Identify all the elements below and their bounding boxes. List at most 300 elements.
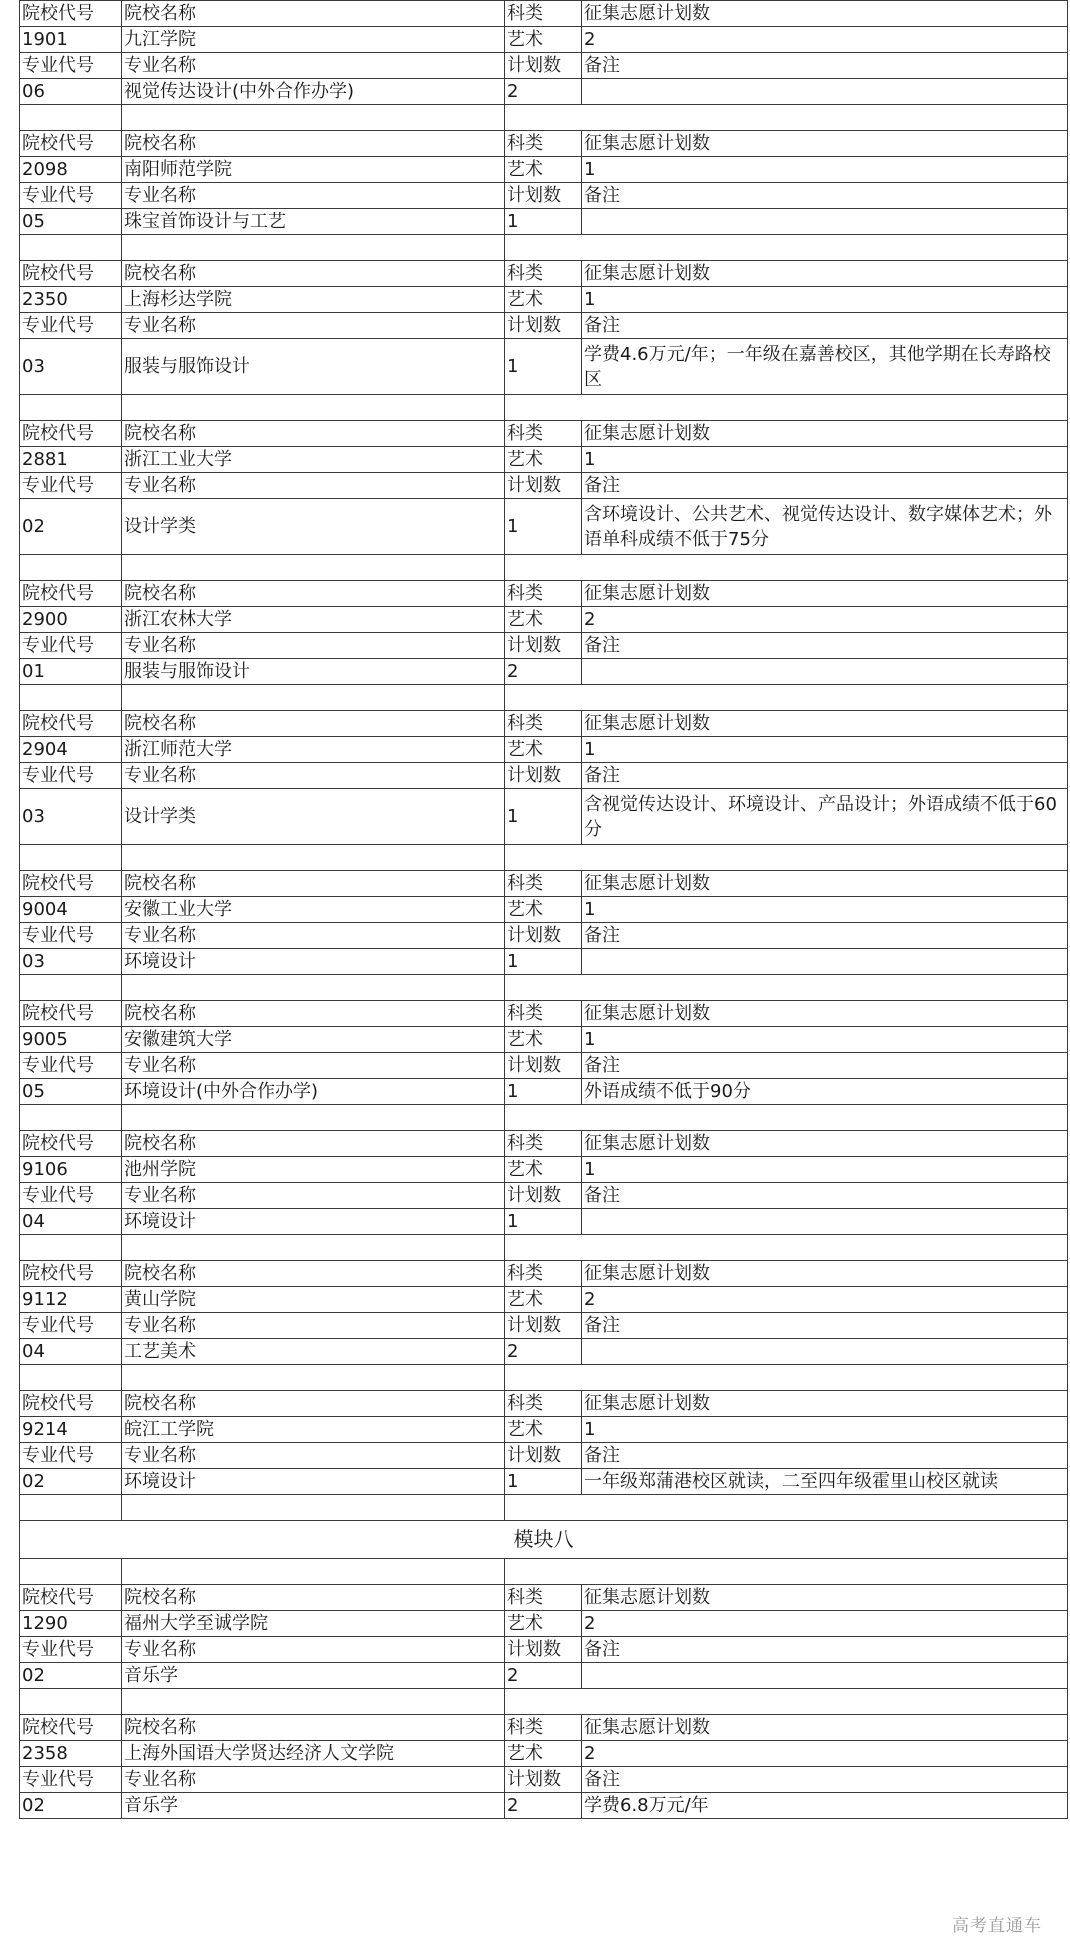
major-code: 05 [20,209,122,235]
school-header-row [20,871,1068,897]
spacer-row [20,845,1068,871]
spacer-cell [505,975,1068,1001]
note-header: 备注 [582,1767,1068,1793]
category-header: 科类 [505,711,582,737]
plan-total-header: 征集志愿计划数 [582,131,1068,157]
school-row [20,1157,1068,1183]
school-name-header: 院校名称 [122,711,505,737]
school-name-header: 院校名称 [122,581,505,607]
plan: 2 [505,659,582,685]
plan-total: 2 [582,1741,1068,1767]
category: 艺术 [505,1611,582,1637]
note-header: 备注 [582,53,1068,79]
plan-total-header: 征集志愿计划数 [582,581,1068,607]
major-code-header: 专业代号 [20,923,122,949]
major-name: 服装与服饰设计 [122,339,505,395]
major-name-header: 专业名称 [122,473,505,499]
major-code: 02 [20,499,122,555]
plan: 2 [505,1663,582,1689]
plan: 1 [505,1469,582,1495]
category: 艺术 [505,1741,582,1767]
spacer-cell [122,1235,505,1261]
school-name: 黄山学院 [122,1287,505,1313]
category-header: 科类 [505,1391,582,1417]
note-header: 备注 [582,1183,1068,1209]
plan-total-header: 征集志愿计划数 [582,711,1068,737]
school-row [20,447,1068,473]
spacer-cell [505,1559,1068,1585]
spacer-row [20,1689,1068,1715]
spacer-cell [20,845,122,871]
admission-plan-table [19,0,1068,1819]
note [582,1339,1068,1365]
school-header-row [20,131,1068,157]
spacer-cell [122,1365,505,1391]
major-name: 环境设计 [122,1469,505,1495]
school-code-header: 院校代号 [20,711,122,737]
plan-header: 计划数 [505,1183,582,1209]
school-name: 安徽建筑大学 [122,1027,505,1053]
school-code-header: 院校代号 [20,1585,122,1611]
major-name-header: 专业名称 [122,763,505,789]
note: 外语成绩不低于90分 [582,1079,1068,1105]
major-code: 05 [20,1079,122,1105]
major-name: 环境设计 [122,949,505,975]
school-code-header: 院校代号 [20,1,122,27]
spacer-cell [20,1689,122,1715]
spacer-cell [122,1495,505,1521]
spacer-row [20,1559,1068,1585]
school-row [20,737,1068,763]
school-row [20,157,1068,183]
category-header: 科类 [505,581,582,607]
note [582,79,1068,105]
category-header: 科类 [505,1585,582,1611]
major-row [20,1793,1068,1819]
plan: 1 [505,499,582,555]
major-header-row [20,1053,1068,1079]
major-code-header: 专业代号 [20,1767,122,1793]
major-header-row [20,473,1068,499]
major-name-header: 专业名称 [122,1637,505,1663]
spacer-row [20,1365,1068,1391]
major-name: 音乐学 [122,1663,505,1689]
major-code-header: 专业代号 [20,53,122,79]
spacer-cell [505,555,1068,581]
category-header: 科类 [505,1001,582,1027]
major-name: 环境设计(中外合作办学) [122,1079,505,1105]
school-code-header: 院校代号 [20,1391,122,1417]
school-code: 9112 [20,1287,122,1313]
school-name-header: 院校名称 [122,1,505,27]
category-header: 科类 [505,421,582,447]
plan-total: 2 [582,1611,1068,1637]
note [582,949,1068,975]
plan-header: 计划数 [505,313,582,339]
school-name: 上海杉达学院 [122,287,505,313]
spacer-row [20,1235,1068,1261]
school-header-row [20,1001,1068,1027]
spacer-row [20,105,1068,131]
spacer-cell [505,845,1068,871]
major-code: 03 [20,789,122,845]
school-code: 2900 [20,607,122,633]
major-row [20,339,1068,395]
spacer-cell [20,235,122,261]
note-header: 备注 [582,1443,1068,1469]
major-code-header: 专业代号 [20,313,122,339]
major-header-row [20,763,1068,789]
major-row [20,1079,1068,1105]
spacer-cell [20,555,122,581]
school-row [20,1027,1068,1053]
school-code: 2098 [20,157,122,183]
plan-header: 计划数 [505,763,582,789]
school-name: 上海外国语大学贤达经济人文学院 [122,1741,505,1767]
school-header-row [20,711,1068,737]
plan-total-header: 征集志愿计划数 [582,261,1068,287]
major-name-header: 专业名称 [122,183,505,209]
school-code: 1290 [20,1611,122,1637]
spacer-cell [505,395,1068,421]
plan-total: 1 [582,737,1068,763]
note-header: 备注 [582,1053,1068,1079]
school-row [20,27,1068,53]
note-header: 备注 [582,763,1068,789]
spacer-cell [20,1105,122,1131]
note [582,1663,1068,1689]
school-header-row [20,261,1068,287]
spacer-cell [505,1105,1068,1131]
school-name: 南阳师范学院 [122,157,505,183]
note: 含视觉传达设计、环境设计、产品设计；外语成绩不低于60分 [582,789,1068,845]
major-row [20,949,1068,975]
note-header: 备注 [582,183,1068,209]
plan-header: 计划数 [505,1767,582,1793]
school-code: 9214 [20,1417,122,1443]
note: 学费6.8万元/年 [582,1793,1068,1819]
major-code-header: 专业代号 [20,1183,122,1209]
school-name-header: 院校名称 [122,1131,505,1157]
plan: 1 [505,209,582,235]
note-header: 备注 [582,633,1068,659]
major-name: 视觉传达设计(中外合作办学) [122,79,505,105]
school-row [20,897,1068,923]
plan: 1 [505,789,582,845]
school-header-row [20,1,1068,27]
spacer-cell [505,1235,1068,1261]
school-name: 皖江工学院 [122,1417,505,1443]
major-code: 03 [20,339,122,395]
spacer-cell [122,105,505,131]
school-code-header: 院校代号 [20,871,122,897]
spacer-cell [20,105,122,131]
spacer-row [20,555,1068,581]
school-code-header: 院校代号 [20,1001,122,1027]
school-name-header: 院校名称 [122,1585,505,1611]
school-code-header: 院校代号 [20,1131,122,1157]
plan-total: 2 [582,27,1068,53]
major-code-header: 专业代号 [20,633,122,659]
plan-total: 1 [582,447,1068,473]
school-code-header: 院校代号 [20,261,122,287]
school-code-header: 院校代号 [20,1715,122,1741]
note: 学费4.6万元/年；一年级在嘉善校区，其他学期在长寿路校区 [582,339,1068,395]
school-header-row [20,1261,1068,1287]
school-header-row [20,1391,1068,1417]
plan-total-header: 征集志愿计划数 [582,1,1068,27]
category: 艺术 [505,737,582,763]
category-header: 科类 [505,1715,582,1741]
major-name-header: 专业名称 [122,1767,505,1793]
spacer-cell [122,1559,505,1585]
school-code-header: 院校代号 [20,1261,122,1287]
school-name: 浙江农林大学 [122,607,505,633]
major-name: 设计学类 [122,789,505,845]
plan-header: 计划数 [505,53,582,79]
major-row [20,79,1068,105]
plan-header: 计划数 [505,473,582,499]
plan-total-header: 征集志愿计划数 [582,871,1068,897]
major-header-row [20,1443,1068,1469]
major-name-header: 专业名称 [122,1443,505,1469]
category: 艺术 [505,607,582,633]
note-header: 备注 [582,313,1068,339]
spacer-cell [122,975,505,1001]
spacer-row [20,685,1068,711]
spacer-row [20,1105,1068,1131]
school-name-header: 院校名称 [122,1715,505,1741]
major-header-row [20,1767,1068,1793]
major-row [20,1339,1068,1365]
note: 一年级郑蒲港校区就读，二至四年级霍里山校区就读 [582,1469,1068,1495]
spacer-cell [20,1365,122,1391]
note: 含环境设计、公共艺术、视觉传达设计、数字媒体艺术；外语单科成绩不低于75分 [582,499,1068,555]
note-header: 备注 [582,473,1068,499]
major-name: 珠宝首饰设计与工艺 [122,209,505,235]
note-header: 备注 [582,1313,1068,1339]
school-code-header: 院校代号 [20,581,122,607]
category-header: 科类 [505,1,582,27]
category-header: 科类 [505,131,582,157]
major-name-header: 专业名称 [122,1183,505,1209]
spacer-cell [122,845,505,871]
school-code-header: 院校代号 [20,421,122,447]
plan-header: 计划数 [505,1053,582,1079]
spacer-cell [505,1689,1068,1715]
major-row [20,1663,1068,1689]
major-code: 02 [20,1793,122,1819]
spacer-cell [122,685,505,711]
plan-total-header: 征集志愿计划数 [582,1391,1068,1417]
school-name: 九江学院 [122,27,505,53]
school-code: 2358 [20,1741,122,1767]
spacer-cell [20,685,122,711]
plan: 1 [505,1209,582,1235]
plan-header: 计划数 [505,923,582,949]
plan-total: 1 [582,1027,1068,1053]
spacer-cell [122,555,505,581]
major-code-header: 专业代号 [20,1637,122,1663]
spacer-row [20,1495,1068,1521]
major-name: 环境设计 [122,1209,505,1235]
note [582,1209,1068,1235]
plan-header: 计划数 [505,633,582,659]
category-header: 科类 [505,871,582,897]
major-code: 06 [20,79,122,105]
major-name-header: 专业名称 [122,313,505,339]
school-name: 浙江师范大学 [122,737,505,763]
school-name-header: 院校名称 [122,1261,505,1287]
plan-total-header: 征集志愿计划数 [582,1261,1068,1287]
category: 艺术 [505,157,582,183]
school-code-header: 院校代号 [20,131,122,157]
school-code: 9005 [20,1027,122,1053]
major-code: 02 [20,1469,122,1495]
plan-total: 1 [582,897,1068,923]
major-header-row [20,1313,1068,1339]
major-header-row [20,1637,1068,1663]
major-name-header: 专业名称 [122,53,505,79]
major-header-row [20,1183,1068,1209]
spacer-cell [20,395,122,421]
major-row [20,1209,1068,1235]
spacer-cell [505,1365,1068,1391]
major-row [20,209,1068,235]
school-row [20,1287,1068,1313]
major-name: 音乐学 [122,1793,505,1819]
spacer-cell [20,1559,122,1585]
school-code: 9106 [20,1157,122,1183]
spacer-row [20,975,1068,1001]
major-row [20,1469,1068,1495]
school-header-row [20,421,1068,447]
plan: 1 [505,1079,582,1105]
major-header-row [20,313,1068,339]
spacer-cell [505,105,1068,131]
plan: 2 [505,79,582,105]
plan-header: 计划数 [505,1637,582,1663]
major-code-header: 专业代号 [20,473,122,499]
school-name-header: 院校名称 [122,1391,505,1417]
school-row [20,607,1068,633]
school-name-header: 院校名称 [122,131,505,157]
category: 艺术 [505,447,582,473]
plan-header: 计划数 [505,183,582,209]
major-code: 02 [20,1663,122,1689]
major-code: 04 [20,1209,122,1235]
school-header-row [20,581,1068,607]
plan-total: 1 [582,157,1068,183]
school-name: 福州大学至诚学院 [122,1611,505,1637]
major-header-row [20,53,1068,79]
plan-total: 1 [582,287,1068,313]
school-name-header: 院校名称 [122,1001,505,1027]
category: 艺术 [505,27,582,53]
major-code: 01 [20,659,122,685]
major-code: 03 [20,949,122,975]
major-code-header: 专业代号 [20,763,122,789]
plan-total-header: 征集志愿计划数 [582,1715,1068,1741]
major-header-row [20,183,1068,209]
school-code: 2350 [20,287,122,313]
plan-header: 计划数 [505,1443,582,1469]
major-header-row [20,633,1068,659]
major-name-header: 专业名称 [122,1313,505,1339]
table-body [20,1,1068,1819]
plan-total-header: 征集志愿计划数 [582,421,1068,447]
category: 艺术 [505,1157,582,1183]
category: 艺术 [505,1287,582,1313]
major-name-header: 专业名称 [122,923,505,949]
school-name-header: 院校名称 [122,871,505,897]
plan-total-header: 征集志愿计划数 [582,1131,1068,1157]
school-header-row [20,1585,1068,1611]
section-row [20,1521,1068,1559]
spacer-cell [20,975,122,1001]
major-code-header: 专业代号 [20,1443,122,1469]
school-name: 浙江工业大学 [122,447,505,473]
major-row [20,499,1068,555]
category: 艺术 [505,1417,582,1443]
spacer-row [20,235,1068,261]
plan-total: 1 [582,1157,1068,1183]
school-name-header: 院校名称 [122,261,505,287]
school-code: 9004 [20,897,122,923]
spacer-cell [122,235,505,261]
spacer-cell [505,1495,1068,1521]
plan: 1 [505,339,582,395]
plan: 1 [505,949,582,975]
note [582,659,1068,685]
note [582,209,1068,235]
plan-total: 2 [582,1287,1068,1313]
school-code: 1901 [20,27,122,53]
category: 艺术 [505,1027,582,1053]
school-code: 2904 [20,737,122,763]
watermark-text: 高考直通车 [952,1916,1042,1936]
note-header: 备注 [582,1637,1068,1663]
school-row [20,287,1068,313]
category-header: 科类 [505,1261,582,1287]
note-header: 备注 [582,923,1068,949]
category-header: 科类 [505,1131,582,1157]
school-row [20,1611,1068,1637]
school-code: 2881 [20,447,122,473]
spacer-cell [122,1689,505,1715]
plan-total: 2 [582,607,1068,633]
major-name-header: 专业名称 [122,633,505,659]
major-header-row [20,923,1068,949]
school-name: 安徽工业大学 [122,897,505,923]
school-header-row [20,1715,1068,1741]
spacer-cell [505,235,1068,261]
school-name: 池州学院 [122,1157,505,1183]
category: 艺术 [505,287,582,313]
spacer-cell [122,395,505,421]
plan-header: 计划数 [505,1313,582,1339]
category: 艺术 [505,897,582,923]
school-name-header: 院校名称 [122,421,505,447]
major-row [20,659,1068,685]
plan-total-header: 征集志愿计划数 [582,1001,1068,1027]
plan-total: 1 [582,1417,1068,1443]
major-name: 服装与服饰设计 [122,659,505,685]
major-code: 04 [20,1339,122,1365]
major-code-header: 专业代号 [20,183,122,209]
category-header: 科类 [505,261,582,287]
school-row [20,1741,1068,1767]
